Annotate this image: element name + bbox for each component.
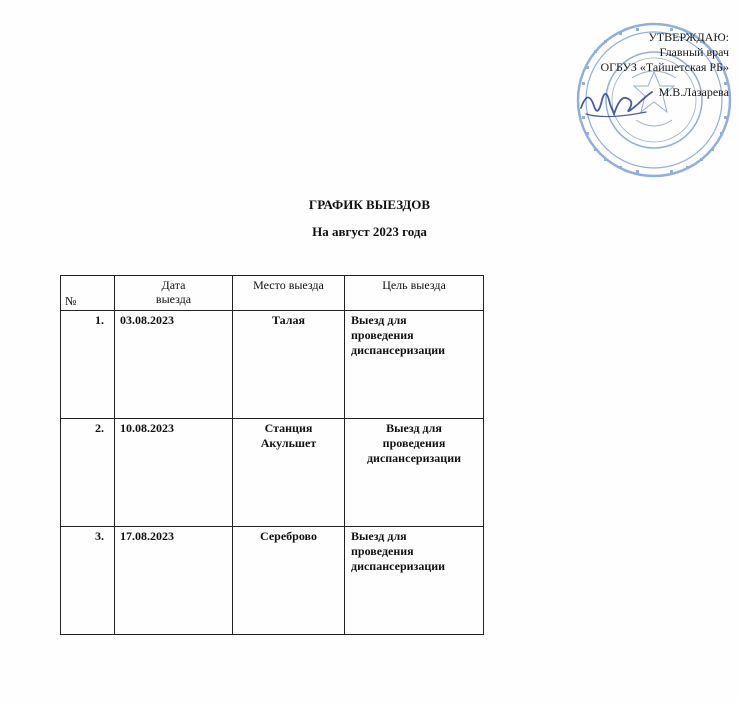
row-place <box>233 419 345 527</box>
approval-position: Главный врач <box>659 45 729 59</box>
approval-signatory: М.В.Лазарева <box>658 85 729 99</box>
row-num: 1. <box>61 311 115 419</box>
row-goal-line2: проведения <box>351 328 414 342</box>
header-date <box>115 276 233 311</box>
row-place-line1: Станция <box>264 421 313 435</box>
table-row <box>61 527 484 635</box>
row-num: 2. <box>61 419 115 527</box>
row-num: 3. <box>61 527 115 635</box>
header-goal: Цель выезда <box>345 276 484 311</box>
row-place <box>233 527 345 635</box>
row-goal-line3: диспансеризации <box>366 451 462 465</box>
table-header-row <box>61 276 484 311</box>
table-row <box>61 419 484 527</box>
row-place <box>233 311 345 419</box>
row-goal-line2: проведения <box>351 544 414 558</box>
header-date-line1: Дата <box>161 278 186 292</box>
row-goal-line1: Выезд для <box>386 421 442 435</box>
document-title: ГРАФИК ВЫЕЗДОВ <box>308 197 431 212</box>
row-goal <box>345 311 484 419</box>
row-place-line1: Сереброво <box>260 529 317 543</box>
row-place-line1: Талая <box>271 313 306 327</box>
header-num: № <box>61 276 115 311</box>
header-place: Место выезда <box>233 276 345 311</box>
row-goal-line3: диспансеризации <box>351 559 446 573</box>
row-date: 10.08.2023 <box>115 419 233 527</box>
row-goal <box>345 419 484 527</box>
approval-block <box>529 30 729 100</box>
document-subtitle: На август 2023 года <box>312 224 427 239</box>
approval-heading: УТВЕРЖДАЮ: <box>648 30 729 44</box>
approval-organization: ОГБУЗ «Тайшетская РБ» <box>600 60 729 74</box>
row-goal-line1: Выезд для <box>351 529 407 543</box>
row-date: 17.08.2023 <box>115 527 233 635</box>
header-date-line2: выезда <box>155 292 192 306</box>
table-row <box>61 311 484 419</box>
row-goal-line3: диспансеризации <box>351 343 446 357</box>
row-goal-line1: Выезд для <box>351 313 407 327</box>
row-place-line2: Акульшет <box>260 436 317 450</box>
row-goal <box>345 527 484 635</box>
row-goal-line2: проведения <box>382 436 446 450</box>
row-date: 03.08.2023 <box>115 311 233 419</box>
schedule-table <box>60 275 484 635</box>
